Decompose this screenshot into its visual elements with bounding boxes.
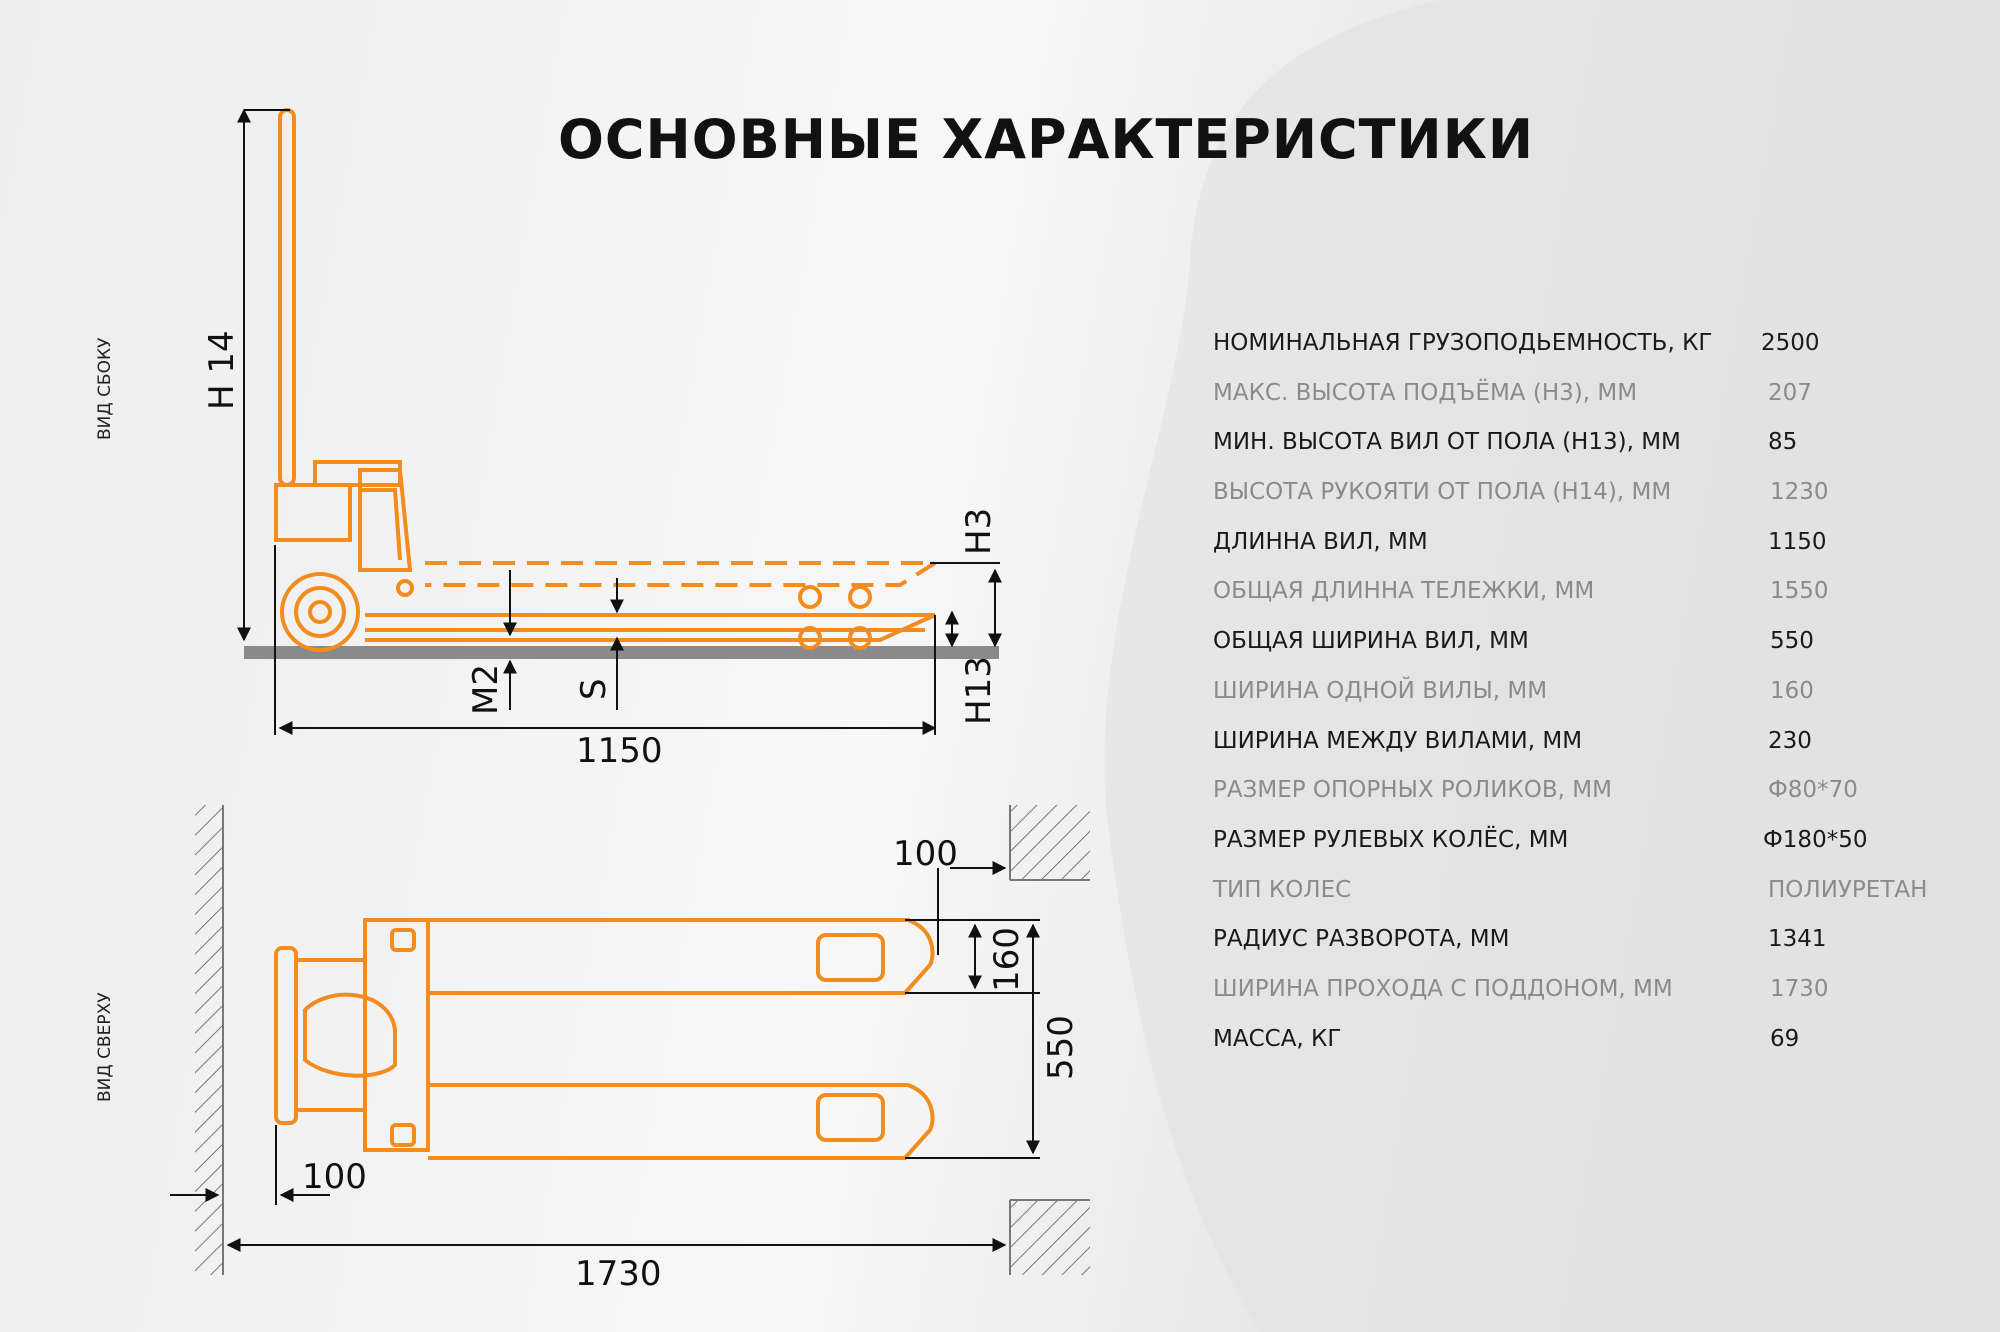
dim-clearance-top: 100 [893, 834, 958, 874]
top-dimension-lines [170, 868, 1040, 1245]
dim-s: S [574, 678, 614, 700]
spec-value: ПОЛИУРЕТАН [1768, 876, 1928, 903]
spec-value: 160 [1770, 677, 1814, 704]
walls [195, 805, 1090, 1275]
spec-row [1213, 578, 1973, 628]
dim-fork-length: 1150 [576, 731, 663, 771]
spec-value: 1341 [1768, 926, 1827, 953]
spec-value: 1230 [1770, 479, 1829, 506]
spec-row [1213, 827, 1973, 877]
spec-label: РАЗМЕР ОПОРНЫХ РОЛИКОВ, ММ [1213, 777, 1612, 804]
spec-label: ОБЩАЯ ШИРИНА ВИЛ, ММ [1213, 628, 1529, 655]
dim-h3: H3 [959, 507, 999, 555]
spec-value: 85 [1768, 429, 1798, 456]
handle-top [276, 948, 296, 1123]
spec-value: 550 [1770, 628, 1814, 655]
spec-label: ШИРИНА ОДНОЙ ВИЛЫ, ММ [1213, 677, 1548, 704]
spec-value: 207 [1768, 379, 1812, 406]
spec-label: ДЛИННА ВИЛ, ММ [1213, 528, 1428, 555]
spec-value: Ф180*50 [1763, 826, 1868, 853]
spec-value: 69 [1770, 1025, 1800, 1052]
dim-h14: H 14 [202, 330, 242, 410]
spec-row [1213, 877, 1973, 927]
handle [280, 110, 294, 485]
spec-row [1213, 628, 1973, 678]
dim-h13: H13 [959, 656, 999, 725]
dim-clearance-bottom: 100 [302, 1157, 367, 1197]
dim-aisle-width: 1730 [575, 1254, 662, 1294]
dim-m2: M2 [466, 664, 506, 715]
top-view-label: ВИД СВЕРХУ [95, 992, 115, 1102]
top-view [276, 920, 933, 1158]
page-title: ОСНОВНЫЕ ХАРАКТЕРИСТИКИ [558, 108, 1535, 171]
spec-label: ТИП КОЛЕС [1213, 876, 1352, 903]
spec-value: 230 [1768, 727, 1812, 754]
spec-label: ОБЩАЯ ДЛИННА ТЕЛЕЖКИ, ММ [1213, 578, 1595, 605]
spec-label: ШИРИНА МЕЖДУ ВИЛАМИ, ММ [1213, 727, 1583, 754]
side-view-label: ВИД СБОКУ [95, 337, 115, 440]
side-view [244, 110, 999, 659]
spec-row [1213, 1026, 1973, 1076]
spec-row [1213, 777, 1973, 827]
floor [244, 646, 999, 659]
spec-row [1213, 479, 1973, 529]
spec-label: ВЫСОТА РУКОЯТИ ОТ ПОЛА (Н14), ММ [1213, 479, 1672, 506]
spec-label: МАССА, КГ [1213, 1025, 1342, 1052]
spec-label: НОМИНАЛЬНАЯ ГРУЗОПОДЬЕМНОСТЬ, КГ [1213, 330, 1713, 356]
fork-upper [428, 920, 933, 993]
spec-label: МАКС. ВЫСОТА ПОДЪЁМА (Н3), ММ [1213, 379, 1638, 406]
spec-value: Ф80*70 [1768, 777, 1858, 804]
spec-value: 1150 [1768, 528, 1827, 555]
spec-row [1213, 330, 1973, 380]
spec-label: РАЗМЕР РУЛЕВЫХ КОЛЁС, ММ [1213, 826, 1569, 853]
dim-fork-width: 160 [987, 927, 1027, 992]
spec-row [1213, 976, 1973, 1026]
spec-label: МИН. ВЫСОТА ВИЛ ОТ ПОЛА (Н13), ММ [1213, 429, 1681, 456]
spec-value: 2500 [1761, 330, 1820, 356]
spec-label: РАДИУС РАЗВОРОТА, ММ [1213, 926, 1510, 953]
spec-row [1213, 678, 1973, 728]
spec-row [1213, 429, 1973, 479]
spec-row [1213, 529, 1973, 579]
spec-value: 1730 [1770, 975, 1829, 1002]
specs-table [1213, 330, 1973, 1075]
dim-total-width: 550 [1041, 1015, 1081, 1080]
spec-row [1213, 728, 1973, 778]
spec-value: 1550 [1770, 578, 1829, 605]
spec-label: ШИРИНА ПРОХОДА С ПОДДОНОМ, ММ [1213, 975, 1673, 1002]
spec-row [1213, 926, 1973, 976]
spec-row [1213, 380, 1973, 430]
